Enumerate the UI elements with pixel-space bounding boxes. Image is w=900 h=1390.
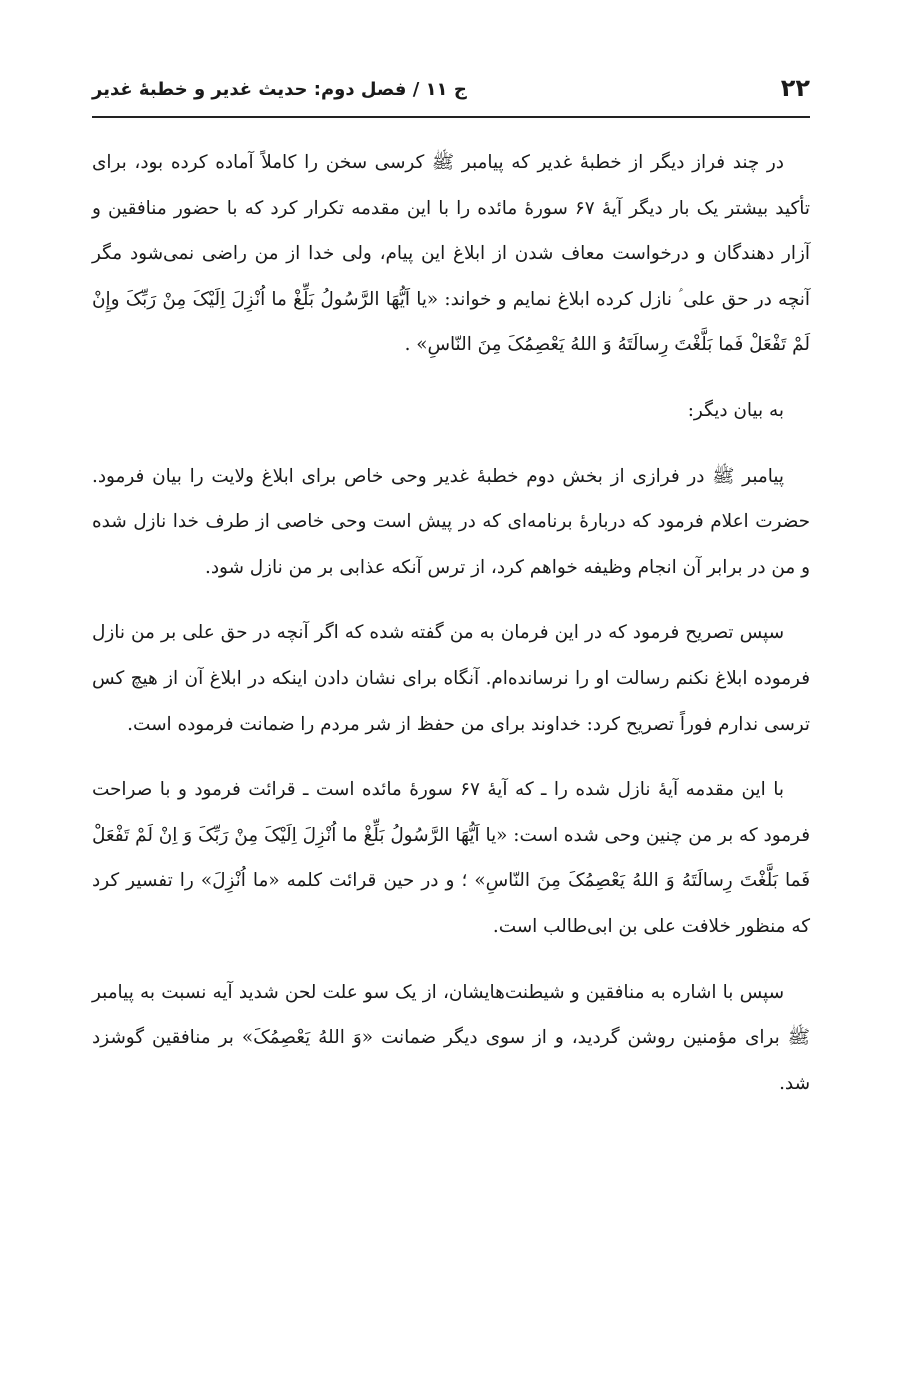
paragraph-1: در چند فراز دیگر از خطبهٔ غدیر که پیامبر ﷺ کرسی سخن را کاملاً آماده کرده بود، برای تأکید بیشتر یک بار دیگر آیهٔ ۶۷ سورهٔ مائده را با این مقدمه تکرار کرد که با حضور منافقین و آزار دهندگان و درخواست معاف شدن از ابلاغ این پیام، ولی خدا از من راضی نمی‌شود مگر آنچه در حق علی ؑ نازل کرده ابلاغ نمایم و خواند: «یا اَیُّهَا الرَّسُولُ بَلِّغْ ما اُنْزِلَ اِلَیْکَ مِنْ رَبِّکَ وإِنْ لَمْ تَفْعَلْ فَما بَلَّغْتَ رِسالَتَهُ وَ اللهُ یَعْصِمُکَ مِنَ النّاسِ» .	[92, 152, 810, 356]
body-text	[92, 140, 810, 1126]
paragraph-5: با این مقدمه آیهٔ نازل شده را ـ که آیهٔ ۶۷ سورهٔ مائده است ـ قرائت فرمود و با صراحت فرمود که بر من چنین وحی شده است: «یا اَیُّهَا الرَّسُولُ بَلِّغْ ما اُنْزِلَ اِلَیْکَ مِنْ رَبِّکَ وَ اِنْ لَمْ تَفْعَلْ فَما بَلَّغْتَ رِسالَتَهُ وَ اللهُ یَعْصِمُکَ مِنَ النّاسِ» ؛ و در حین قرائت کلمه «ما اُنْزِلَ» را تفسیر کرد که منظور خلافت علی بن ابی‌طالب است.	[92, 779, 810, 937]
paragraph-4: سپس تصریح فرمود که در این فرمان به من گفته شده که اگر آنچه در حق علی بر من نازل فرموده ابلاغ نکنم رسالت او را نرسانده‌ام. آنگاه برای نشان دادن اینکه در ابلاغ آن از هیچ کس ترسی ندارم فوراً تصریح کرد: خداوند برای من حفظ از شر مردم را ضمانت فرموده است.	[92, 622, 810, 735]
paragraph-6: سپس با اشاره به منافقین و شیطنت‌هایشان، از یک سو علت لحن شدید آیه نسبت به پیامبر ﷺ برای مؤمنین روشن گردید، و از سوی دیگر ضمانت «وَ اللهُ یَعْصِمُکَ» بر منافقین گوشزد شد.	[92, 981, 810, 1094]
header-divider	[92, 116, 810, 118]
running-title: ج ۱۱ / فصل دوم: حدیث غدیر و خطبهٔ غدیر	[92, 79, 467, 100]
paragraph-2: به بیان دیگر:	[687, 399, 784, 421]
paragraph-3: پیامبر ﷺ در فرازی از بخش دوم خطبهٔ غدیر وحی خاص برای ابلاغ ولایت را بیان فرمود. حضرت اعلام فرمود که دربارهٔ برنامه‌ای که در پیش است وحی خاصی از طرف خدا نازل شده و من در برابر آن انجام وظیفه خواهم کرد، از ترس آنکه عذابی بر من نازل شود.	[92, 465, 810, 578]
page-number: ۲۲	[780, 74, 810, 102]
page-header	[92, 70, 810, 114]
